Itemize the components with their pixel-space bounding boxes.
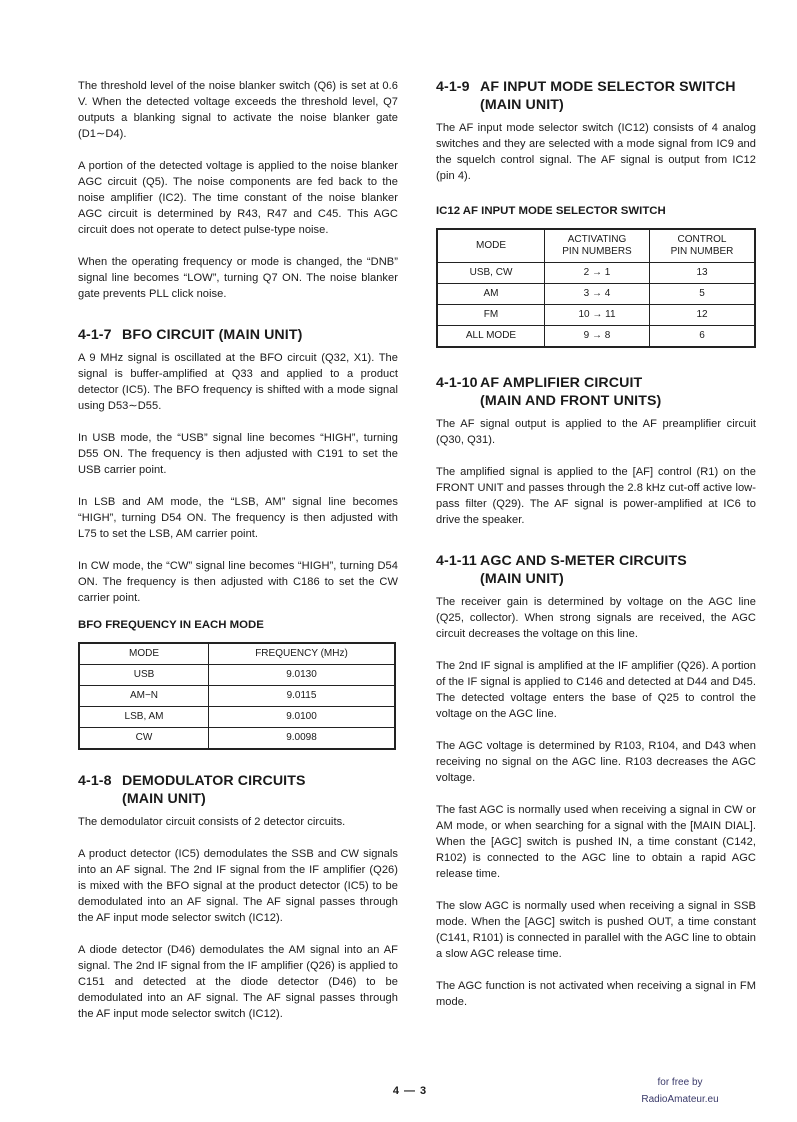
table-row	[437, 263, 755, 284]
table-header-cell	[650, 229, 756, 263]
section-heading-4-1-10	[436, 374, 756, 410]
table-cell: 10 → 11	[545, 305, 650, 326]
paragraph: A portion of the detected voltage is applied to the noise blanker AGC circuit (Q5). The noise components are fed back to the noise amplifier (IC2). The time constant of the noise blanker AGC circuit is determined by R43, R47 and C45. This AGC circuit does not operate to detect pulse-type noise.	[78, 160, 398, 236]
table-cell: USB	[79, 665, 209, 686]
section-heading-4-1-9	[436, 78, 756, 114]
section-heading-4-1-7	[78, 326, 398, 344]
af-input-mode-table	[436, 228, 756, 348]
section-number: 4-1-11	[436, 553, 477, 569]
table-cell: 2 → 1	[545, 263, 650, 284]
paragraph: The slow AGC is normally used when receiving a signal in SSB mode. When the [AGC] switch is pushed OUT, a time constant (C141, R101) is connected in parallel with the AGC line to obtain a slow AGC release time.	[436, 900, 756, 960]
table-row	[437, 305, 755, 326]
paragraph: When the operating frequency or mode is changed, the “DNB” signal line becomes “LOW”, turning Q7 ON. The noise blanker gate prevents PLL click noise.	[78, 256, 398, 300]
section-heading-4-1-11	[436, 552, 756, 588]
left-column	[78, 78, 398, 1038]
table-cell: USB, CW	[437, 263, 545, 284]
table-cell: 9.0115	[209, 686, 396, 707]
watermark-line2: RadioAmateur.eu	[641, 1094, 719, 1105]
paragraph: In CW mode, the “CW” signal line becomes “HIGH”, turning D54 ON. The frequency is then adjusted with C186 to set the CW carrier point.	[78, 560, 398, 604]
table-header-row	[79, 643, 395, 665]
section-number: 4-1-7	[78, 327, 112, 343]
table-cell: 9.0130	[209, 665, 396, 686]
table-header-cell: MODE	[437, 229, 545, 263]
section-heading-4-1-8	[78, 772, 398, 808]
header-line: ACTIVATING	[567, 234, 627, 245]
section-title-line2: (MAIN AND FRONT UNITS)	[480, 393, 662, 409]
table-cell: 3 → 4	[545, 284, 650, 305]
paragraph: The demodulator circuit consists of 2 detector circuits.	[78, 816, 346, 828]
section-number: 4-1-8	[78, 773, 112, 789]
af-table-caption: IC12 AF INPUT MODE SELECTOR SWITCH	[436, 205, 666, 217]
paragraph: The AF signal output is applied to the AF preamplifier circuit (Q30, Q31).	[436, 418, 756, 446]
table-row	[79, 707, 395, 728]
table-cell: 9.0098	[209, 728, 396, 750]
section-title: AGC AND S-METER CIRCUITS	[480, 553, 687, 569]
table-cell: 6	[650, 326, 756, 348]
paragraph: The 2nd IF signal is amplified at the IF amplifier (Q26). A portion of the IF signal is applied to C146 and detected at D44 and D45. The detected voltage enters the base of Q25 to control the voltage on the AGC line.	[436, 660, 756, 720]
section-title-line2: (MAIN UNIT)	[480, 571, 564, 587]
table-row	[79, 665, 395, 686]
paragraph: The AF input mode selector switch (IC12) consists of 4 analog switches and they are selected with a mode signal from IC9 and the squelch control signal. The AF signal is output from IC12 (pin 4).	[436, 122, 756, 182]
table-header-cell: MODE	[79, 643, 209, 665]
section-title: DEMODULATOR CIRCUITS	[122, 773, 306, 789]
header-line: CONTROL	[677, 234, 727, 245]
paragraph: In LSB and AM mode, the “LSB, AM” signal line becomes “HIGH”, turning D54 ON. The frequency is then adjusted with L75 to set the LSB, AM carrier point.	[78, 496, 398, 540]
table-cell: 5	[650, 284, 756, 305]
table-cell: 9 → 8	[545, 326, 650, 348]
table-cell: AM−N	[79, 686, 209, 707]
section-title-line2: (MAIN UNIT)	[480, 97, 564, 113]
table-header-cell: FREQUENCY (MHz)	[209, 643, 396, 665]
page-number: 4 — 3	[392, 1085, 428, 1097]
section-title: AF INPUT MODE SELECTOR SWITCH	[480, 79, 736, 95]
table-cell: CW	[79, 728, 209, 750]
table-cell: ALL MODE	[437, 326, 545, 348]
section-number: 4-1-9	[436, 79, 470, 95]
paragraph: The AGC voltage is determined by R103, R104, and D43 when receiving no signal on the AGC line. R103 decreases the AGC voltage.	[436, 740, 756, 784]
bfo-table-caption: BFO FREQUENCY IN EACH MODE	[78, 619, 264, 631]
table-header-cell	[545, 229, 650, 263]
paragraph: A 9 MHz signal is oscillated at the BFO circuit (Q32, X1). The signal is buffer-amplified at Q33 and applied to a product detector (IC5). The BFO frequency is shifted with a mode signal using D53∼D55.	[78, 352, 398, 412]
section-title: AF AMPLIFIER CIRCUIT	[480, 375, 643, 391]
table-cell: LSB, AM	[79, 707, 209, 728]
bfo-frequency-table	[78, 642, 396, 750]
header-line: PIN NUMBERS	[562, 246, 632, 257]
paragraph: In USB mode, the “USB” signal line becomes “HIGH”, turning D55 ON. The frequency is then adjusted with C191 to set the USB carrier point.	[78, 432, 398, 476]
paragraph: The amplified signal is applied to the [AF] control (R1) on the FRONT UNIT and passes through the 2.8 kHz cut-off active low-pass filter (Q29). The AF signal is power-amplified at IC6 to drive the speaker.	[436, 466, 756, 526]
section-title: BFO CIRCUIT (MAIN UNIT)	[122, 327, 303, 343]
table-cell: AM	[437, 284, 545, 305]
table-cell: FM	[437, 305, 545, 326]
paragraph: The fast AGC is normally used when receiving a signal in CW or AM mode, or when searching for a signal with the [MAIN DIAL]. When the [AGC] switch is pushed IN, a time constant (C142, R102) is connected to the AGC line to obtain a rapid AGC release time.	[436, 804, 756, 880]
paragraph: A product detector (IC5) demodulates the SSB and CW signals into an AF signal. The 2nd IF signal from the IF amplifier (Q26) is mixed with the BFO signal at the product detector (IC5) to be demodulated into an AF signal. The AF signal passes through the AF input mode selector switch (IC12).	[78, 848, 398, 924]
paragraph: The threshold level of the noise blanker switch (Q6) is set at 0.6 V. When the detected voltage exceeds the threshold level, Q7 outputs a blanking signal to activate the noise blanker gate (D1∼D4).	[78, 80, 398, 140]
table-header-row	[437, 229, 755, 263]
table-cell: 12	[650, 305, 756, 326]
paragraph: The receiver gain is determined by voltage on the AGC line (Q25, collector). When strong signals are received, the AGC circuit decreases the voltage on this line.	[436, 596, 756, 640]
header-line: PIN NUMBER	[670, 246, 734, 257]
table-row	[79, 728, 395, 750]
paragraph: A diode detector (D46) demodulates the AM signal into an AF signal. The 2nd IF signal from the IF amplifier (Q26) is applied to C151 and detected at the diode detector (D46) to be demodulated into an AF signal. The AF signal passes through the AF input mode selector switch (IC12).	[78, 944, 398, 1020]
watermark-line1: for free by	[657, 1077, 703, 1088]
table-row	[79, 686, 395, 707]
table-cell: 13	[650, 263, 756, 284]
table-cell: 9.0100	[209, 707, 396, 728]
table-row	[437, 284, 755, 305]
section-number: 4-1-10	[436, 375, 478, 391]
right-column	[436, 78, 756, 1026]
paragraph: The AGC function is not activated when receiving a signal in FM mode.	[436, 980, 756, 1008]
section-title-line2: (MAIN UNIT)	[122, 791, 206, 807]
table-row	[437, 326, 755, 348]
